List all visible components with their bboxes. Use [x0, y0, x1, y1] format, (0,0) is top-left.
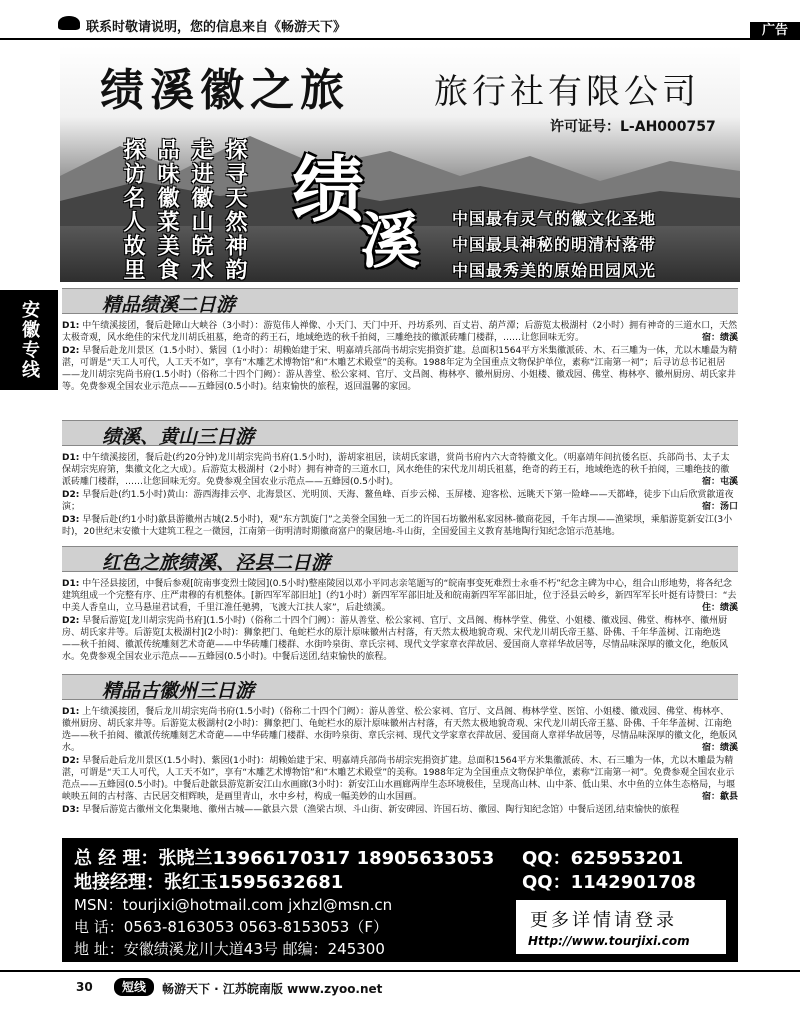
- itinerary-day: D2: 早餐后赴后龙川景区(1.5小时)、紫园(1小时)：胡赖始建于宋、明嘉靖兵部尚书胡宗宪捐资扩建。总面积1564平方米集徽派砖、木、石三雕为一体，尤以木雕最为精湛，可谓是“天工人可代，人工天不如”，享有“木雕艺术博物馆”和“木雕艺术殿堂”的美称。1988年定为全国重点文物保护单位，素称“江南第一祠”。免费参观全国农业示范点——五蜂园(0.5小时)。中餐后赴歙县游览新安江山水画廊(3小时)：新安江山水画廊两岸生态环境极佳，呈现高山林、山中茶、低山果、水中鱼的立体生态格局，与堰峡映五间的古村落、古民居交相辉映，是画里青山，水中乡村，构成一幅美妙的山水国画。 宿：歙县: [62, 756, 738, 802]
- section-title-4: 精品古徽州三日游: [62, 674, 738, 700]
- ad-tag: 广告: [750, 22, 800, 40]
- itinerary-day: D1: 中午绩溪接团，餐后赴障山大峡谷（3小时）：游览伟人禅像、小天门、天门中开、丹坊系列、百丈岩、葫芦潭；后游览太极湖村（2小时）拥有神奇的三道水口，天然太极奇观，风水绝佳的宋代龙川胡氏祖墓，绝奇的药王石，地域绝选的秋千拍阅，三雕绝技的徽派砖雕门楼群，……让您回味无穷。 宿：绩溪: [62, 321, 738, 343]
- page-footer: [0, 970, 800, 1000]
- itinerary-1: [62, 320, 738, 394]
- itinerary-day: D2: 早餐后赴龙川景区（1.5小时）、紫园（1小时）：胡赖始建于宋、明嘉靖兵部尚书胡宗宪捐资扩建。总面积1564平方米集徽派砖、木、石三雕为一体，尤以木雕最为精湛，可谓是“天工人可代，人工天不如”，享有“木雕艺术博物馆”和“木雕艺术殿堂”的美称。1988年定为全国重点文物保护单位，素称“江南第一祠”；后寻访总书记祖居——龙川胡宗宪尚书府(1.5小时)（俗称二十四个门阙）：游从善堂、松公家祠、官厅、文昌阁、梅林亭、徽州厨房、小姐楼、徽戏园、佛堂、梅林亭、徽州厨房、胡氏家井等。免费参观全国农业示范点——五蜂园(0.5小时)。结束愉快的旅程，返回温馨的家园。: [62, 346, 738, 392]
- itinerary-day: D1: 中午绩溪接团，餐后赴(约20分钟)龙川胡宗宪尚书府(1.5小时)，游胡家祖居，读胡氏家谱，赏尚书府内六大奇特徽文化。（明嘉靖年间抗倭名臣、兵部尚书、太子太保胡宗宪府第，集徽文化之大成）。后游览太极湖村（2小时）拥有神奇的三道水口，风水绝佳的宋代龙川胡氏祖墓，绝奇的药王石，地域绝选的秋千拍阅，三雕绝技的徽派砖雕门楼群，……让您回味无穷。免费参观全国农业示范点——五蜂园(0.5小时)。 宿：屯溪: [62, 453, 738, 487]
- page-header: [0, 0, 800, 40]
- msn-contact: MSN：tourjixi@hotmail.com jxhzl@msn.cn: [74, 896, 393, 914]
- slogan-2: 中国最具神秘的明清村落带: [452, 235, 657, 254]
- itinerary-day: D2: 早餐后游览[龙川胡宗宪尚书府](1.5小时)（俗称二十四个门阙）：游从善堂、松公家祠、官厅、文昌阁、梅林学堂、佛堂、小姐楼、徽戏园、佛堂、梅林亭、徽州厨房、胡氏家井等。后游览[太极湖村](2小时)：狮象把门、龟蛇栏水的原汁原味徽州古村落，有天然太极地貌奇观、宋代龙川胡氏帝王墓、卧佛、千年华盖树、江南绝选——秋千拍阅、徽派传统雕刻艺术奇葩——中华砖雕门楼群、水街吟泉街、章氏宗祠、现代文学家章衣萍故居、爱国商人章祥华故居等，尽情品味深厚的徽文化，绝版风水。免费参观全国农业示范点——五蜂园(0.5小时)。中餐后送团,结束愉快的旅程。: [62, 616, 729, 662]
- big-char-xi: 溪: [360, 207, 420, 277]
- section-badge: 短线: [114, 978, 154, 996]
- gm-qq: QQ：625953201: [522, 848, 684, 869]
- website-box: [514, 898, 728, 956]
- slogan-1: 中国最有灵气的徽文化圣地: [452, 209, 657, 228]
- section-title-2: 绩溪、黄山三日游: [62, 420, 738, 446]
- page-number: 30: [76, 980, 93, 994]
- banner: [60, 46, 740, 282]
- company-suffix: 旅行社有限公司: [434, 72, 700, 112]
- area-qq: QQ：1142901708: [522, 872, 696, 893]
- itinerary-3: [62, 578, 738, 664]
- phone-contact: 电 话：0563-8163053 0563-8153053（F）: [74, 918, 388, 936]
- itinerary-4: [62, 706, 738, 817]
- header-note: 联系时敬请说明，您的信息来自《畅游天下》: [86, 20, 347, 35]
- section-title-3: 红色之旅绩溪、泾县二日游: [62, 546, 738, 572]
- itinerary-day: D3: 早餐后游览古徽州文化集聚地、徽州古城——歙县六景（渔梁古坝、斗山街、新安碑园、许国石坊、徽园、陶行知纪念馆）中餐后送团,结束愉快的旅程: [62, 805, 680, 815]
- magazine-logo-icon: [58, 16, 80, 30]
- address: 地 址：安徽绩溪龙川大道43号 邮编：245300: [74, 940, 385, 958]
- company-name: 绩溪徽之旅: [100, 65, 350, 116]
- itinerary-2: [62, 452, 738, 539]
- publication-name: 畅游天下 · 江苏皖南版 www.zyoo.net: [162, 982, 383, 996]
- side-tab-anhui: 安徽专线: [0, 290, 58, 390]
- area-manager: 地接经理：张红玉1595632681: [74, 872, 344, 893]
- itinerary-day: D3: 早餐后赴(约1小时)歙县游徽州古城(2.5小时)，观“东方凯旋门”之美誉全国独一无二的许国石坊徽州私家园林-徽商花园，千年古坝——渔梁坝，乘船游览新安江(3小时)，20世纪末安徽十大建筑工程之一微园，江南第一街明清时期徽商富户的聚居地-斗山街，全国爱国主义教育基地陶行知纪念馆示范基地。: [62, 515, 733, 537]
- vertical-slogan-3: 品味徽菜美食: [154, 138, 180, 282]
- license-number: 许可证号：L-AH000757: [550, 119, 716, 135]
- vertical-slogan-1: 探寻天然神韵: [222, 138, 248, 282]
- section-title-1: 精品绩溪二日游: [62, 288, 738, 314]
- website-url[interactable]: Http://www.tourjixi.com: [528, 934, 690, 948]
- contact-block: [62, 838, 738, 962]
- vertical-slogan-2: 走进徽山皖水: [188, 138, 214, 282]
- big-char-ji: 绩: [292, 147, 365, 232]
- general-manager: 总 经 理：张晓兰13966170317 18905633053: [74, 848, 495, 869]
- itinerary-day: D1: 中午泾县接团，中餐后参观[皖南事变烈士陵园](0.5小时)整座陵园以邓小平同志亲笔题写的“皖南事变死难烈士永垂不朽”纪念主碑为中心，组合山形地势，将各纪念建筑组成一个完整有序、庄严肃穆的有机整体。[新四军军部旧址]（约1小时）新四军军部旧址及和皖南新四军军部旧址，位于泾县云岭乡，新四军军长叶挺有诗赞曰：“去中美人香皇山，立马悬崖君试看，千里江淮任驰骋，飞渡大江扶人家”，后赴绩溪。 住：绩溪: [62, 579, 738, 613]
- itinerary-day: D1: 上午绩溪接团，餐后龙川胡宗宪尚书府(1.5小时)（俗称二十四个门阙）：游从善堂、松公家祠、官厅、文昌阁、梅林学堂、医馆、小姐楼、徽戏园、佛堂、梅林亭、徽州厨房、胡氏家井等。后游览太极湖村(2小时)：狮象把门、龟蛇栏水的原汁原味徽州古村落，有天然太极地貌奇观、宋代龙川胡氏帝王墓、卧佛、千年华盖树、江南绝选——秋千拍阅、徽派传统雕刻艺术奇葩——中华砖雕门楼群、水街吟泉街、章氏宗祠、现代文学家章衣萍故居、爱国商人章祥华故居等，尽情品味深厚的徽文化，绝版风水。 宿：绩溪: [62, 707, 738, 753]
- itinerary-day: D2: 早餐后赴(约1.5小时)黄山：游西海排云亭、北海景区、光明顶、天海、鳌鱼峰、百步云梯、玉屏楼、迎客松、远眺天下第一险峰——天都峰，徒步下山后欣赏歙道夜演； 宿：汤口: [62, 490, 738, 512]
- slogan-3: 中国最秀美的原始田园风光: [452, 261, 657, 280]
- vertical-slogan-4: 探访名人故里: [120, 138, 146, 282]
- more-info-text: 更多详情请登录: [530, 910, 677, 931]
